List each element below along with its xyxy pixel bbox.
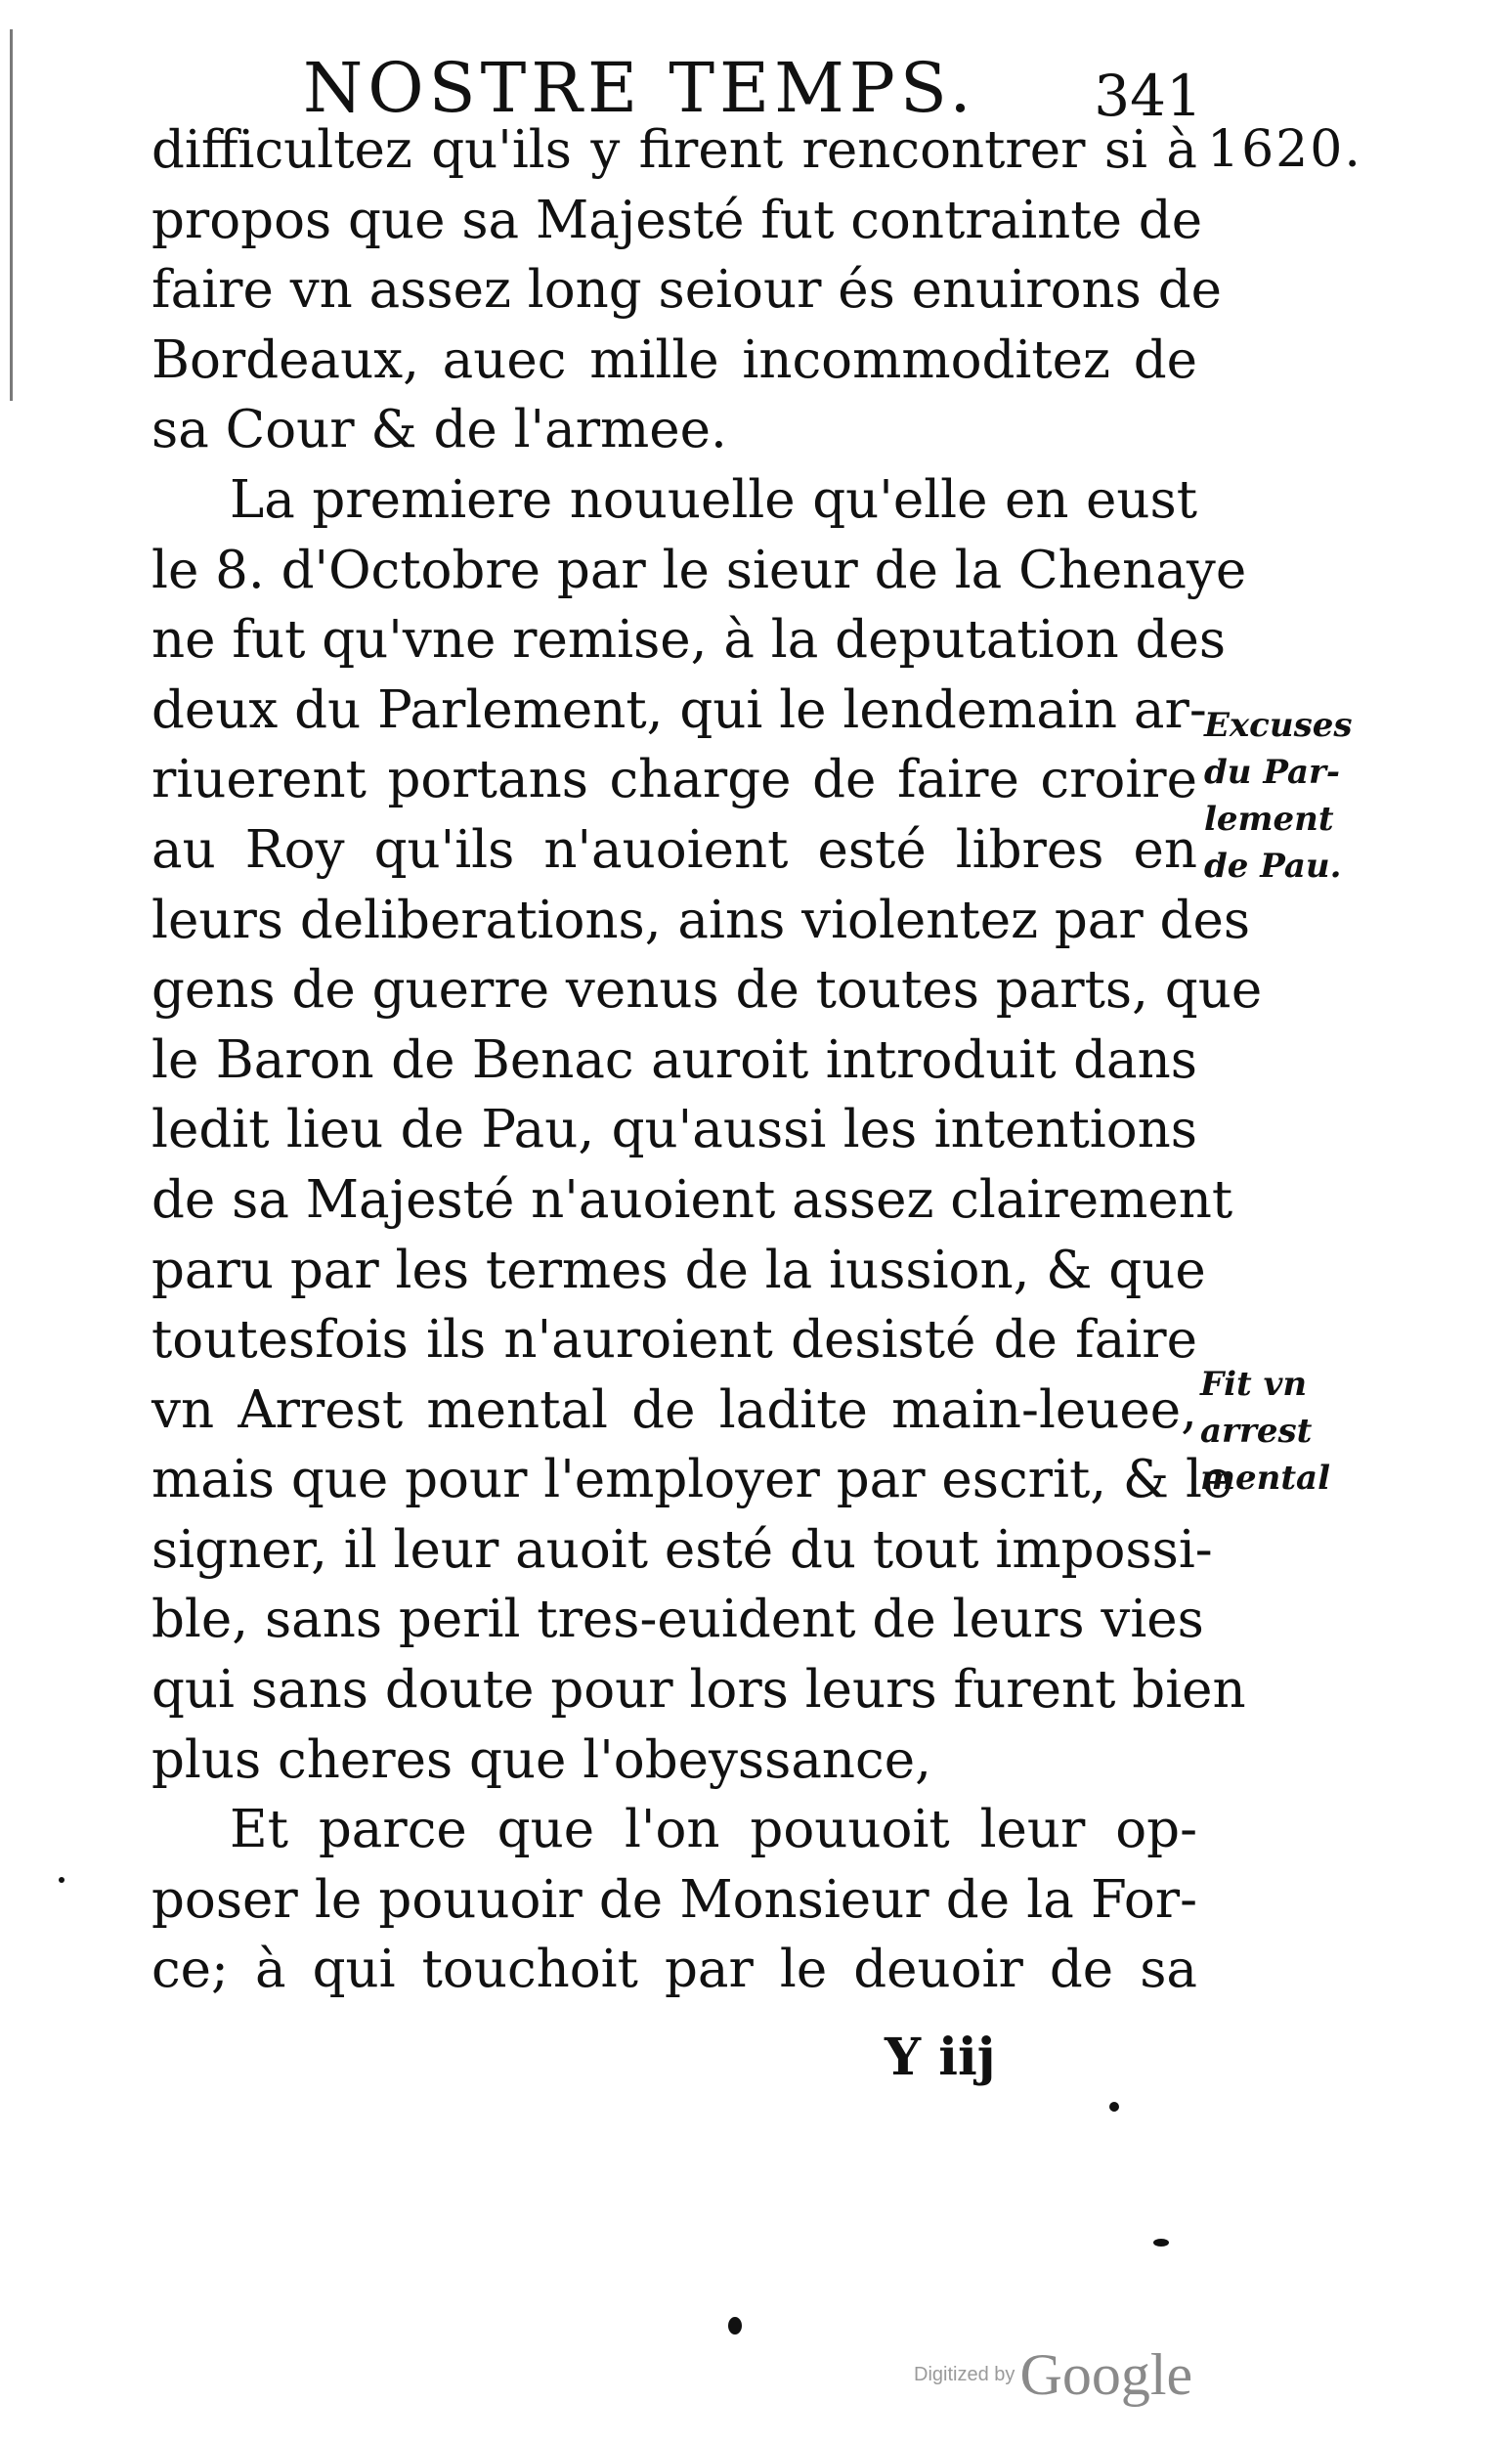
text-line: toutesfois ils n'auroient desisté de faire bbox=[151, 1310, 1197, 1371]
text-line: faire vn assez long seiour és enuirons de bbox=[151, 260, 1222, 321]
text-line: ble, sans peril tres-euident de leurs vies bbox=[151, 1590, 1204, 1650]
marginal-note-line: du Par- bbox=[1204, 753, 1341, 792]
marginal-note-line: Excuses bbox=[1204, 706, 1353, 745]
text-line: Bordeaux, auec mille incommoditez de bbox=[151, 329, 1197, 390]
marginal-note-line: Fit vn bbox=[1200, 1365, 1308, 1404]
text-line: La premiere nouuelle qu'elle en eust bbox=[230, 469, 1197, 530]
text-line: de sa Majesté n'auoient assez clairement bbox=[151, 1169, 1233, 1230]
ink-speck bbox=[1109, 2102, 1119, 2112]
google-logo: Google bbox=[1019, 2342, 1193, 2407]
text-line: mais que pour l'employer par escrit, & le bbox=[151, 1450, 1233, 1510]
marginal-note-excuses bbox=[1204, 702, 1353, 890]
ink-speck bbox=[59, 1877, 65, 1883]
margin-year: 1620. bbox=[1207, 120, 1362, 179]
running-title: NOSTRE TEMPS. bbox=[303, 48, 976, 128]
google-watermark bbox=[914, 2341, 1192, 2409]
text-line: vn Arrest mental de ladite main-leuee, bbox=[151, 1379, 1197, 1440]
text-line: gens de guerre venus de toutes parts, que bbox=[151, 960, 1263, 1021]
text-line: leurs deliberations, ains violentez par des bbox=[151, 890, 1251, 950]
signature-mark: Y iij bbox=[885, 2028, 996, 2087]
text-line: au Roy qu'ils n'auoient esté libres en bbox=[151, 819, 1197, 880]
marginal-note-arrest bbox=[1200, 1361, 1330, 1502]
marginal-note-line: arrest bbox=[1200, 1412, 1313, 1451]
text-line: ne fut qu'vne remise, à la deputation des bbox=[151, 610, 1227, 671]
text-line: propos que sa Majesté fut contrainte de bbox=[151, 190, 1203, 250]
text-line: deux du Parlement, qui le lendemain ar- bbox=[151, 679, 1207, 740]
text-line: signer, il leur auoit esté du tout impossi- bbox=[151, 1519, 1213, 1580]
text-line: le Baron de Benac auroit introduit dans bbox=[151, 1029, 1197, 1090]
text-line: riuerent portans charge de faire croire bbox=[151, 750, 1197, 810]
watermark-prefix: Digitized by bbox=[914, 2364, 1015, 2385]
text-line: difficultez qu'ils y firent rencontrer si à bbox=[151, 120, 1197, 180]
marginal-note-line: de Pau. bbox=[1204, 847, 1342, 886]
text-line: paru par les termes de la iussion, & que bbox=[151, 1240, 1206, 1300]
marginal-note-line: lement bbox=[1204, 800, 1334, 839]
page-number: 341 bbox=[1094, 63, 1202, 129]
page-edge-shadow bbox=[10, 29, 13, 401]
ink-speck bbox=[728, 2317, 742, 2335]
text-line: plus cheres que l'obeyssance, bbox=[151, 1729, 931, 1790]
text-line: le 8. d'Octobre par le sieur de la Chenaye bbox=[151, 540, 1247, 600]
text-line: sa Cour & de l'armee. bbox=[151, 400, 727, 460]
text-line: qui sans doute pour lors leurs furent bien bbox=[151, 1660, 1246, 1721]
text-line: ledit lieu de Pau, qu'aussi les intentions bbox=[151, 1100, 1197, 1160]
marginal-note-line: mental bbox=[1200, 1459, 1330, 1498]
text-line: Et parce que l'on pouuoit leur op- bbox=[230, 1800, 1197, 1860]
text-line: poser le pouuoir de Monsieur de la For- bbox=[151, 1869, 1197, 1930]
text-line: ce; à qui touchoit par le deuoir de sa bbox=[151, 1940, 1197, 2000]
ink-speck bbox=[1153, 2239, 1169, 2247]
